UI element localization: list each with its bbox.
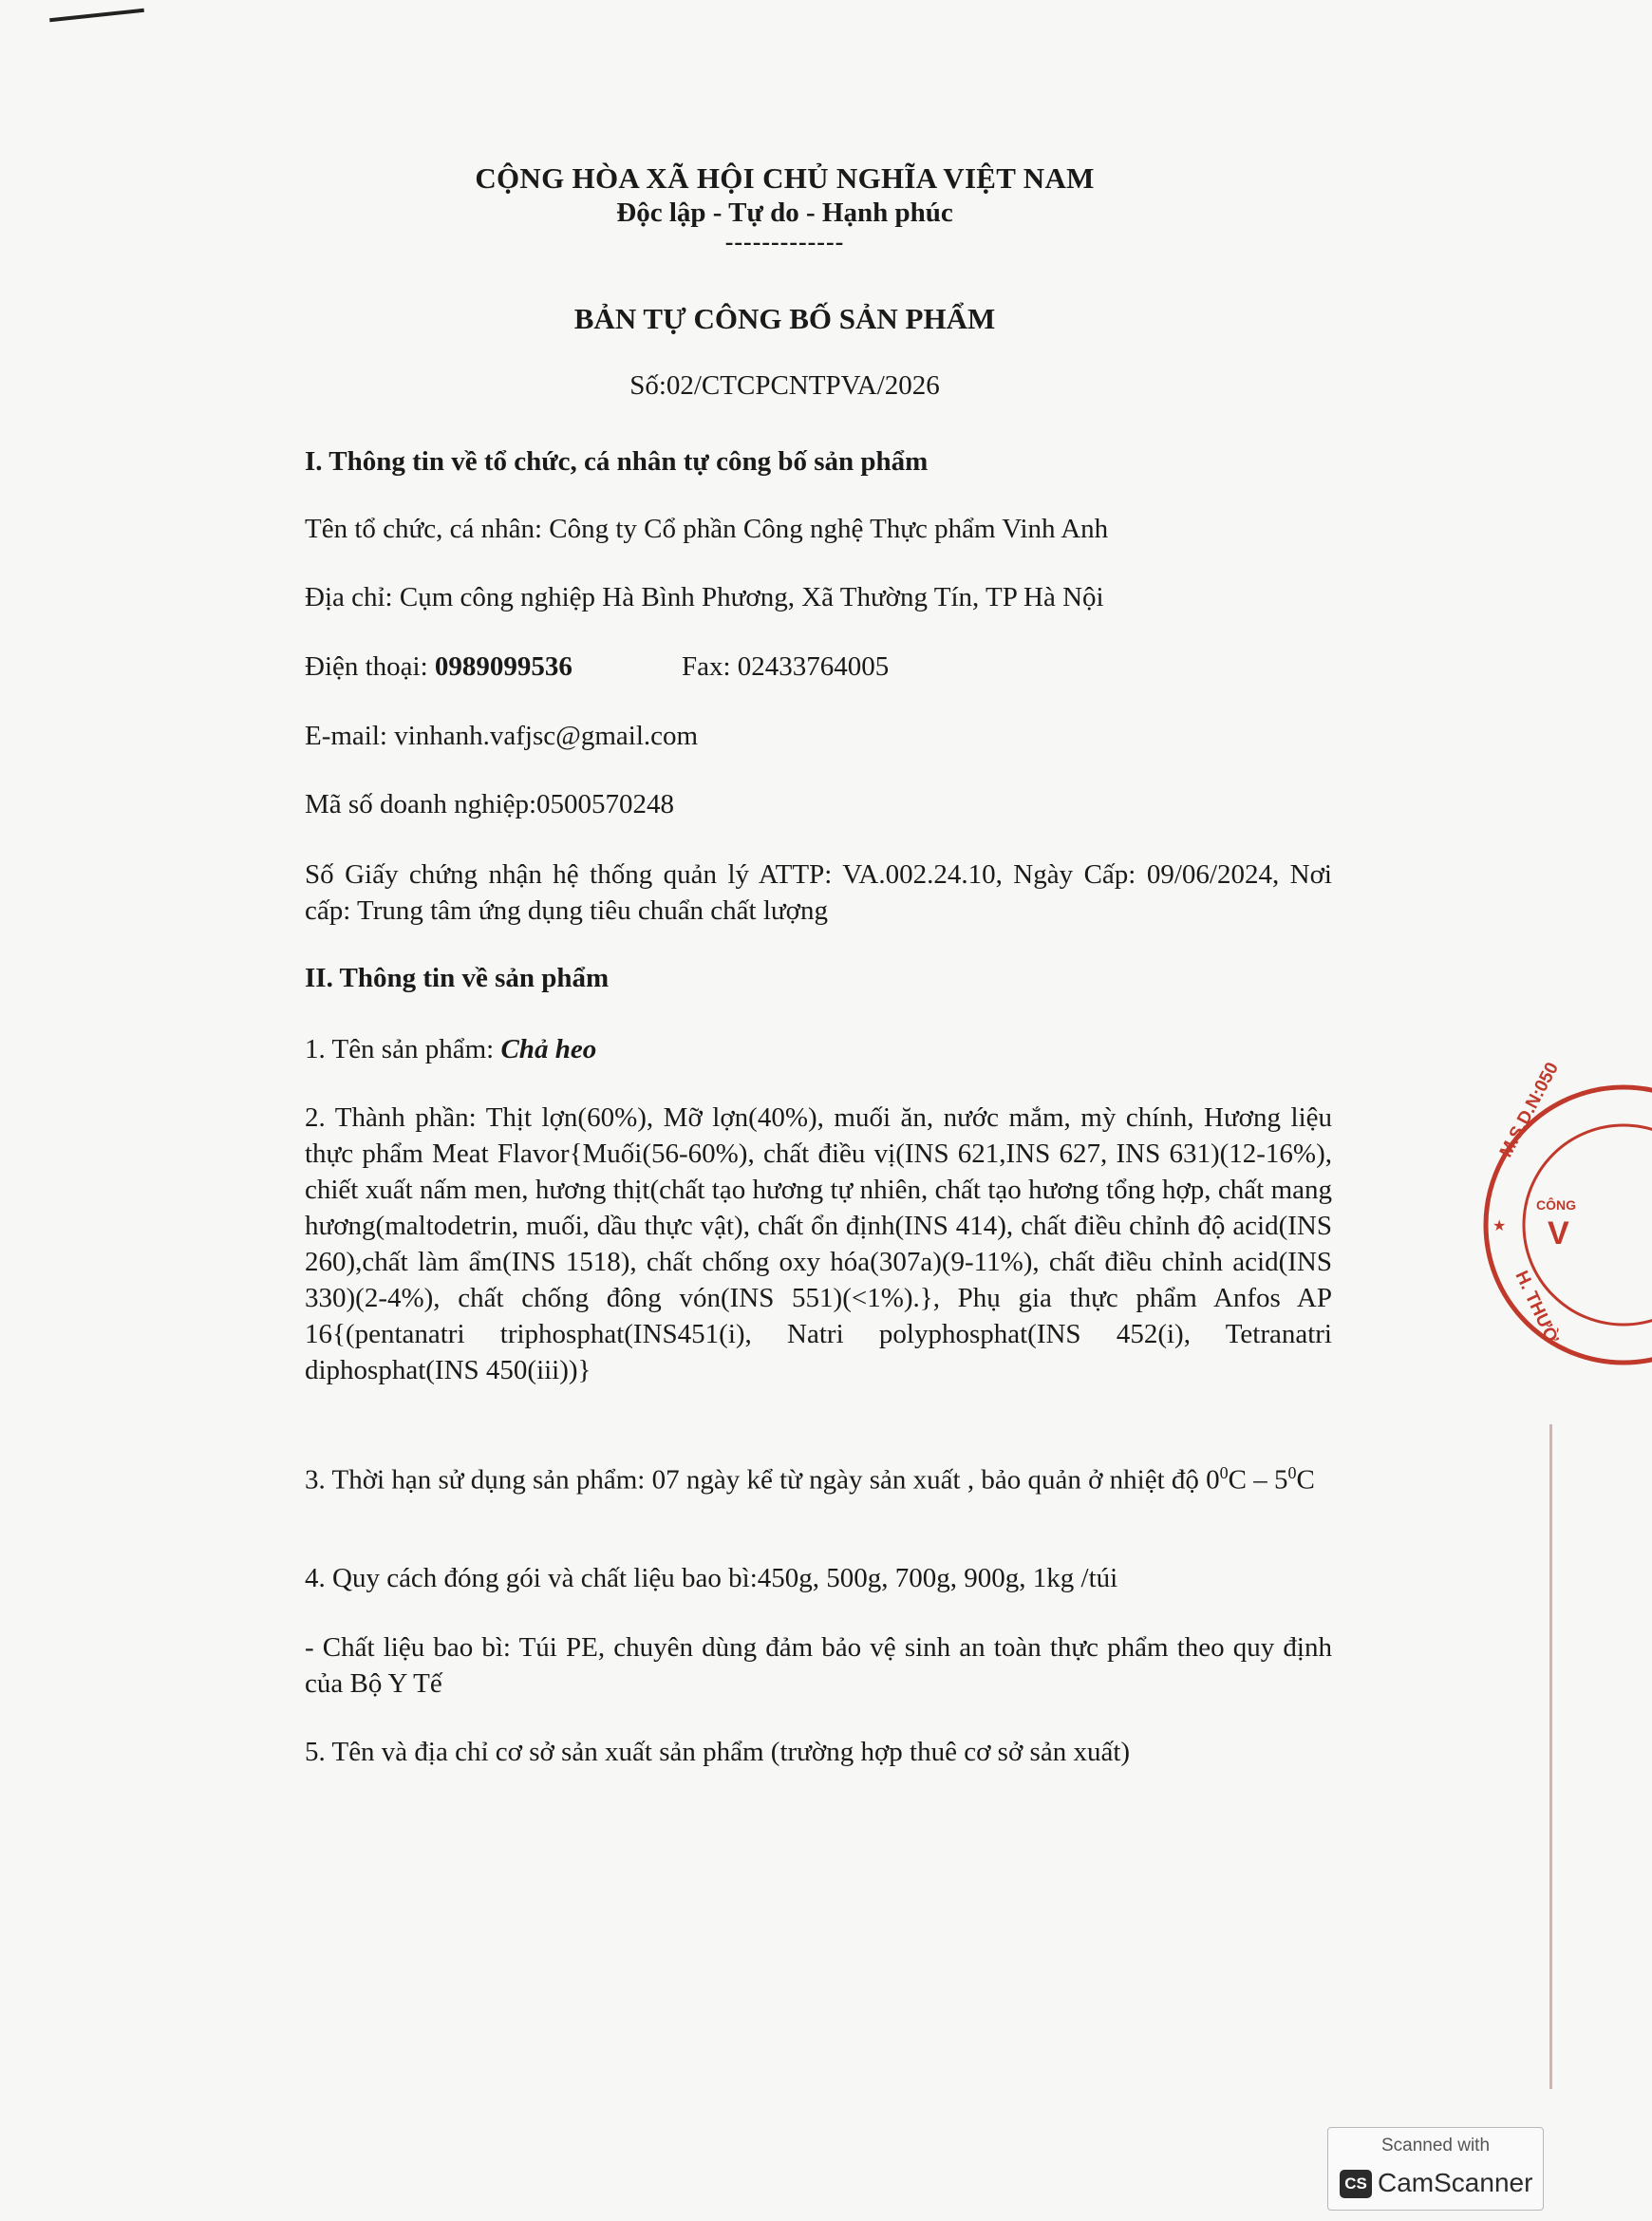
stamp-text-inner: CÔNG bbox=[1536, 1197, 1576, 1213]
motto: Độc lập - Tự do - Hạnh phúc bbox=[616, 198, 953, 228]
manufacturer-heading: 5. Tên và địa chỉ cơ sở sản xuất sản phẩm (trường hợp thuê cơ sở sản xuất) bbox=[305, 1737, 1131, 1767]
org-name: Tên tổ chức, cá nhân: Công ty Cổ phần Công nghệ Thực phẩm Vinh Anh bbox=[305, 514, 1109, 544]
document-title: BẢN TỰ CÔNG BỐ SẢN PHẨM bbox=[573, 302, 996, 335]
product-name-label: 1. Tên sản phẩm: bbox=[305, 1034, 501, 1064]
header-divider: ------------- bbox=[724, 228, 845, 255]
degree-sup: 0 bbox=[1287, 1463, 1297, 1482]
shelf-life bbox=[305, 1455, 1332, 1498]
phone-number: 0989099536 bbox=[434, 651, 573, 682]
shelf-life-mid: C – 5 bbox=[1228, 1464, 1288, 1496]
pen-mark bbox=[49, 9, 144, 22]
phone-line bbox=[305, 649, 1332, 685]
camscanner-watermark bbox=[1327, 2127, 1544, 2211]
fax: Fax: 02433764005 bbox=[682, 651, 890, 682]
page-edge-shadow bbox=[1549, 1424, 1552, 2089]
document-number: Số:02/CTCPCNTPVA/2026 bbox=[629, 370, 940, 401]
stamp-inner-ring bbox=[1524, 1125, 1652, 1325]
section-1-heading: I. Thông tin về tổ chức, cá nhân tự công bố sản phẩm bbox=[305, 446, 929, 477]
stamp-text-bottom: H. THƯỜ bbox=[1511, 1268, 1562, 1347]
address: Địa chỉ: Cụm công nghiệp Hà Bình Phương, Xã Thường Tín, TP Hà Nội bbox=[305, 582, 1104, 612]
watermark-name: CamScanner bbox=[1378, 2168, 1533, 2197]
ingredients: 2. Thành phần: Thịt lợn(60%), Mỡ lợn(40%), muối ăn, nước mắm, mỳ chính, Hương liệu thực phẩm Meat Flavor{Muối(56-60%), chất điều vị(INS 621,INS 627, INS 631)(12-16%), chiết xuất nấm men, hương thịt(chất tạo hương tự nhiên, chất tạo hương tổng hợp, chất mang hương(maltodetrin, muối, dầu thực vật), chất ổn định(INS 414), chất điều chỉnh độ acid(INS 260),chất làm ẩm(INS 1518), chất chống oxy hóa(307a)(9-11%), chất điều chỉnh acid(INS 330)(2-4%), chất chống đông vón(INS 551)(<1%).}, Phụ gia thực phẩm Anfos AP 16{(pentanatri triphosphat(INS451(i), Natri polyphosphat(INS 452(i), Tetranatri diphosphat(INS 450(iii))} bbox=[305, 1102, 1332, 1385]
stamp-text-top: M.S.D.N:050 bbox=[1495, 1059, 1563, 1161]
product-name: Chả heo bbox=[500, 1034, 597, 1064]
watermark-label: Scanned with bbox=[1380, 2136, 1491, 2155]
nation-heading: CỘNG HÒA XÃ HỘI CHỦ NGHĨA VIỆT NAM bbox=[475, 161, 1095, 195]
company-stamp bbox=[1481, 1054, 1652, 1396]
packaging-spec: 4. Quy cách đóng gói và chất liệu bao bì:450g, 500g, 700g, 900g, 1kg /túi bbox=[305, 1563, 1118, 1593]
degree-sup: 0 bbox=[1219, 1463, 1229, 1482]
section-2-heading: II. Thông tin về sản phẩm bbox=[305, 963, 610, 993]
certificate-info: Số Giấy chứng nhận hệ thống quản lý ATTP: VA.002.24.10, Ngày Cấp: 09/06/2024, Nơi cấp: Trung tâm ứng dụng tiêu chuẩn chất lượng bbox=[305, 859, 1332, 926]
phone-label: Điện thoại: bbox=[305, 651, 435, 682]
shelf-life-end: C bbox=[1296, 1464, 1315, 1496]
shelf-life-text: 3. Thời hạn sử dụng sản phẩm: 07 ngày kể từ ngày sản xuất , bảo quản ở nhiệt độ 0 bbox=[305, 1464, 1220, 1496]
stamp-letter: V bbox=[1548, 1215, 1569, 1252]
camscanner-logo-icon: CS bbox=[1340, 2170, 1372, 2198]
email: E-mail: vinhanh.vafjsc@gmail.com bbox=[305, 721, 699, 751]
packaging-material: - Chất liệu bao bì: Túi PE, chuyên dùng đảm bảo vệ sinh an toàn thực phẩm theo quy định của Bộ Y Tế bbox=[305, 1632, 1332, 1699]
stamp-star-icon: ★ bbox=[1492, 1216, 1507, 1234]
business-code: Mã số doanh nghiệp:0500570248 bbox=[305, 789, 675, 819]
product-name-line bbox=[305, 1031, 1332, 1067]
